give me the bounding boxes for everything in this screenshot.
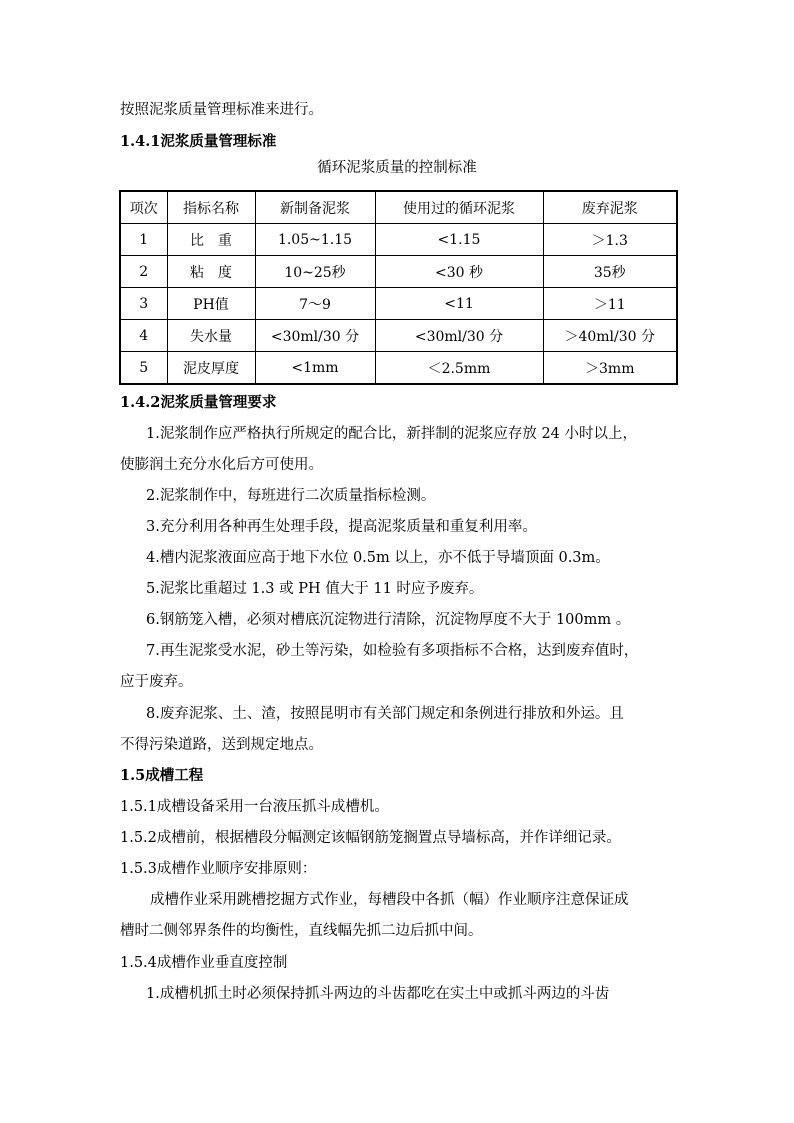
table-row [120,224,677,256]
section-line-1-5-2: 1.5.2成槽前，根据槽段分幅测定该幅钢筋笼搁置点导墙标高，并作详细记录。 [120,830,621,846]
table-header-cell: 废弃泥浆 [543,191,677,224]
table-cell: <30ml/30 分 [255,320,375,352]
table-cell: ＞3mm [543,352,677,385]
table-cell: <1.15 [375,224,543,256]
section-heading-1-4-1: 1.4.1泥浆质量管理标准 [120,133,277,150]
mud-quality-table [119,190,678,385]
paragraph-line: 1.成槽机抓土时必须保持抓斗两边的斗齿都吃在实土中或抓斗两边的斗齿 [146,986,610,1002]
table-row [120,352,677,385]
table-header-cell: 指标名称 [167,191,255,224]
table-cell: 7～9 [255,288,375,320]
table-row [120,320,677,352]
paragraph-line: 槽时二侧邻界条件的均衡性，直线幅先抓二边后抓中间。 [120,923,483,939]
table-cell: <1mm [255,352,375,385]
table-cell: 失水量 [167,320,255,352]
table-row [120,288,677,320]
requirement-line: 8.废弃泥浆、土、渣，按照昆明市有关部门规定和条例进行排放和外运。且 [146,706,624,722]
table-cell: ＞40ml/30 分 [543,320,677,352]
paragraph-line: 成槽作业采用跳槽挖掘方式作业，每槽段中各抓（幅）作业顺序注意保证成 [150,892,629,908]
requirement-line: 5.泥浆比重超过 1.3 或 PH 值大于 11 时应予废弃。 [146,581,484,597]
table-cell: 10~25秒 [255,256,375,288]
table-cell: ＞1.3 [543,224,677,256]
table-cell: 1.05~1.15 [255,224,375,256]
table-cell: 2 [120,256,167,288]
section-heading-1-5: 1.5成槽工程 [120,767,204,784]
table-header-cell: 新制备泥浆 [255,191,375,224]
table-cell: 35秒 [543,256,677,288]
table-header-cell: 使用过的循环泥浆 [375,191,543,224]
table-cell: 比 重 [167,224,255,256]
requirement-line: 使膨润土充分水化后方可使用。 [120,457,323,473]
table-header-row [120,191,677,224]
requirement-line: 6.钢筋笼入槽，必须对槽底沉淀物进行清除，沉淀物厚度不大于 100mm 。 [146,612,631,628]
requirement-line: 7.再生泥浆受水泥，砂土等污染，如检验有多项指标不合格，达到废弃值时， [146,643,639,659]
requirement-line: 2.泥浆制作中，每班进行二次质量指标检测。 [146,488,436,504]
requirement-line: 3.充分利用各种再生处理手段，提高泥浆质量和重复利用率。 [146,519,537,535]
requirement-line: 不得污染道路，送到规定地点。 [120,737,323,753]
requirement-line: 应于废弃。 [120,674,193,690]
table-cell: 泥皮厚度 [167,352,255,385]
requirement-line: 1.泥浆制作应严格执行所规定的配合比，新拌制的泥浆应存放 24 小时以上， [146,426,638,442]
table-cell: 5 [120,352,167,385]
section-heading-1-5-3: 1.5.3成槽作业顺序安排原则： [120,861,317,877]
requirement-line: 4.槽内泥浆液面应高于地下水位 0.5m 以上，亦不低于导墙顶面 0.3m。 [146,550,610,566]
table-cell: 3 [120,288,167,320]
section-heading-1-5-4: 1.5.4成槽作业垂直度控制 [120,955,288,971]
table-row [120,256,677,288]
table-cell: <30 秒 [375,256,543,288]
table-cell: 1 [120,224,167,256]
table-caption: 循环泥浆质量的控制标准 [317,160,477,176]
table-cell: <11 [375,288,543,320]
table-cell: ＜2.5mm [375,352,543,385]
section-heading-1-4-2: 1.4.2泥浆质量管理要求 [120,394,277,411]
table-cell: 粘 度 [167,256,255,288]
table-cell: 4 [120,320,167,352]
section-line-1-5-1: 1.5.1成槽设备采用一台液压抓斗成槽机。 [120,799,389,815]
table-cell: <30ml/30 分 [375,320,543,352]
table-header-cell: 项次 [120,191,167,224]
intro-line: 按照泥浆质量管理标准来进行。 [120,102,323,118]
table-cell: ＞11 [543,288,677,320]
table-cell: PH值 [167,288,255,320]
